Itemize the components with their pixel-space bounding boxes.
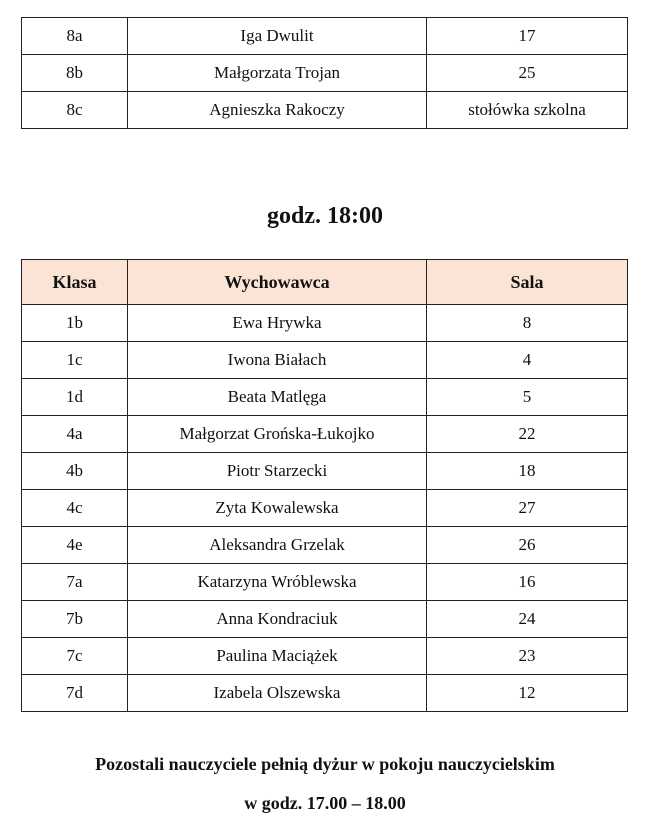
cell-wychowawca: Iga Dwulit [128,18,427,55]
cell-wychowawca: Agnieszka Rakoczy [128,92,427,129]
cell-sala: 18 [427,453,628,490]
table-row [22,564,628,601]
table-row [22,453,628,490]
cell-wychowawca: Małgorzata Trojan [128,55,427,92]
cell-sala: 24 [427,601,628,638]
cell-klasa: 8b [22,55,128,92]
table-row [22,490,628,527]
cell-wychowawca: Izabela Olszewska [128,675,427,712]
cell-klasa: 4e [22,527,128,564]
table-row [22,55,628,92]
cell-klasa: 4a [22,416,128,453]
table-row [22,18,628,55]
cell-sala: 26 [427,527,628,564]
cell-sala: stołówka szkolna [427,92,628,129]
cell-wychowawca: Paulina Maciążek [128,638,427,675]
cell-wychowawca: Katarzyna Wróblewska [128,564,427,601]
table-row [22,416,628,453]
footer-time: w godz. 17.00 – 18.00 [244,793,406,813]
cell-sala: 17 [427,18,628,55]
section-title: godz. 18:00 [267,203,383,229]
cell-wychowawca: Anna Kondraciuk [128,601,427,638]
cell-wychowawca: Małgorzat Grońska-Łukojko [128,416,427,453]
cell-klasa: 7d [22,675,128,712]
table-row [22,379,628,416]
table-row [22,638,628,675]
cell-wychowawca: Aleksandra Grzelak [128,527,427,564]
table-header-row [22,260,628,305]
cell-sala: 22 [427,416,628,453]
footer-note: Pozostali nauczyciele pełnią dyżur w pokoju nauczycielskim [95,754,555,774]
top-table [21,17,628,129]
cell-sala: 25 [427,55,628,92]
cell-sala: 12 [427,675,628,712]
cell-sala: 4 [427,342,628,379]
cell-klasa: 8c [22,92,128,129]
cell-sala: 5 [427,379,628,416]
cell-klasa: 8a [22,18,128,55]
cell-klasa: 1c [22,342,128,379]
header-wychowawca: Wychowawca [128,260,427,305]
cell-sala: 16 [427,564,628,601]
cell-wychowawca: Piotr Starzecki [128,453,427,490]
main-table [21,259,628,712]
cell-klasa: 4c [22,490,128,527]
table-row [22,527,628,564]
cell-klasa: 1d [22,379,128,416]
cell-klasa: 7c [22,638,128,675]
cell-sala: 23 [427,638,628,675]
header-sala: Sala [427,260,628,305]
cell-sala: 8 [427,305,628,342]
table-row [22,305,628,342]
cell-klasa: 1b [22,305,128,342]
cell-klasa: 4b [22,453,128,490]
table-row [22,675,628,712]
cell-wychowawca: Beata Matlęga [128,379,427,416]
cell-klasa: 7a [22,564,128,601]
table-row [22,342,628,379]
header-klasa: Klasa [22,260,128,305]
table-row [22,92,628,129]
cell-wychowawca: Zyta Kowalewska [128,490,427,527]
cell-klasa: 7b [22,601,128,638]
cell-sala: 27 [427,490,628,527]
table-row [22,601,628,638]
cell-wychowawca: Ewa Hrywka [128,305,427,342]
cell-wychowawca: Iwona Białach [128,342,427,379]
